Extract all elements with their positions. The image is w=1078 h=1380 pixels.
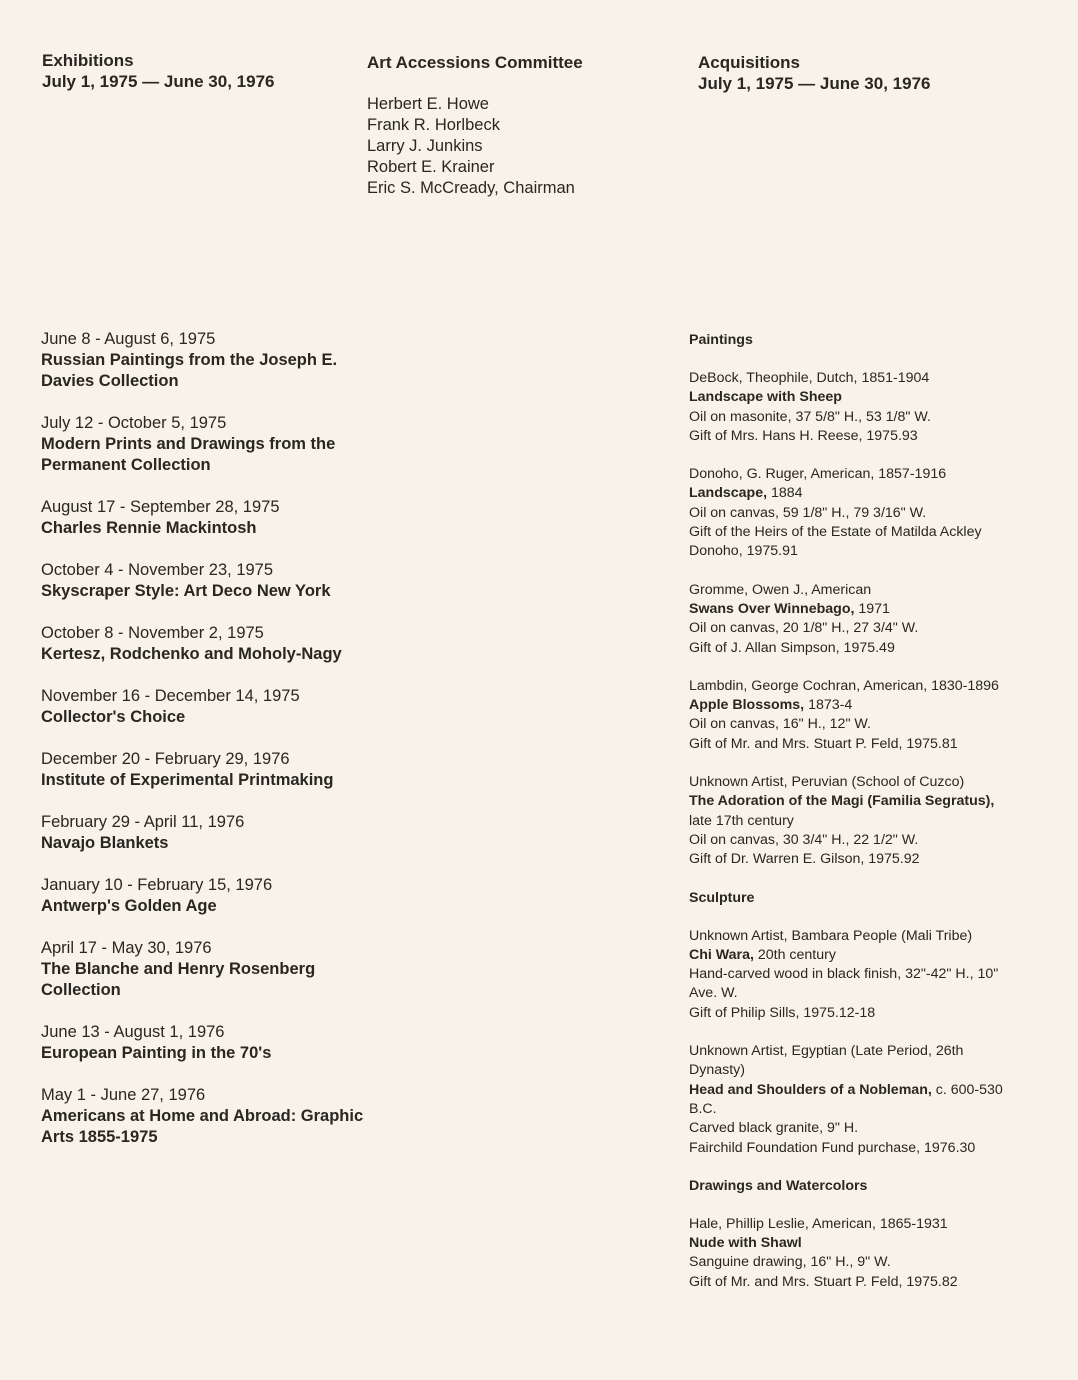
acquisition-credit: Gift of Dr. Warren E. Gilson, 1975.92 xyxy=(689,851,920,868)
acquisition-title-line xyxy=(689,696,1019,715)
acquisition-item xyxy=(689,677,1019,754)
exhibitions-header xyxy=(42,50,342,92)
acquisition-title-line xyxy=(689,388,1019,407)
committee-members xyxy=(367,94,667,199)
exhibition-item xyxy=(41,875,371,917)
exhibition-item xyxy=(41,623,371,665)
exhibition-title: Antwerp's Golden Age xyxy=(41,897,217,915)
acquisition-medium: Oil on canvas, 30 3/4" H., 22 1/2" W. xyxy=(689,831,919,848)
acquisition-credit: Gift of Mr. and Mrs. Stuart P. Feld, 1975.81 xyxy=(689,735,958,752)
acquisition-medium: Oil on masonite, 37 5/8" H., 53 1/8" W. xyxy=(689,408,931,425)
exhibition-date: June 13 - August 1, 1976 xyxy=(41,1023,225,1041)
acquisition-medium: Sanguine drawing, 16" H., 9" W. xyxy=(689,1254,891,1271)
exhibition-title: Americans at Home and Abroad: Graphic Arts 1855-1975 xyxy=(41,1107,364,1146)
acquisition-item xyxy=(689,1042,1019,1158)
exhibition-item xyxy=(41,938,371,1001)
acquisition-title: Apple Blossoms, xyxy=(689,697,805,714)
acquisition-title-line xyxy=(689,1234,1019,1253)
acquisition-artist: Unknown Artist, Egyptian (Late Period, 26th Dynasty) xyxy=(689,1043,964,1079)
acquisition-item xyxy=(689,465,1019,561)
exhibition-title: Skyscraper Style: Art Deco New York xyxy=(41,582,331,600)
acquisition-artist: Gromme, Owen J., American xyxy=(689,581,872,598)
exhibition-item xyxy=(41,812,371,854)
committee-block xyxy=(367,52,667,199)
exhibition-item xyxy=(41,329,371,392)
acquisition-title: Chi Wara, xyxy=(689,946,754,963)
exhibition-item xyxy=(41,497,371,539)
acquisition-artist: Hale, Phillip Leslie, American, 1865-1931 xyxy=(689,1215,948,1232)
acquisition-title: Swans Over Winnebago, xyxy=(689,600,855,617)
acquisition-medium: Carved black granite, 9" H. xyxy=(689,1120,859,1137)
acquisition-item xyxy=(689,773,1019,869)
exhibition-date: January 10 - February 15, 1976 xyxy=(41,876,273,894)
committee-member: Herbert E. Howe xyxy=(367,95,489,113)
exhibition-item xyxy=(41,413,371,476)
acquisitions-dates: July 1, 1975 — June 30, 1976 xyxy=(698,74,931,93)
acquisition-title-line xyxy=(689,946,1019,965)
exhibition-date: October 8 - November 2, 1975 xyxy=(41,624,264,642)
exhibition-title: European Painting in the 70's xyxy=(41,1044,272,1062)
acquisition-item xyxy=(689,581,1019,658)
acquisition-credit: Gift of the Heirs of the Estate of Matilda Ackley Donoho, 1975.91 xyxy=(689,524,982,560)
acquisition-item xyxy=(689,369,1019,446)
acquisition-title: Landscape with Sheep xyxy=(689,389,842,406)
acquisition-artist: DeBock, Theophile, Dutch, 1851-1904 xyxy=(689,370,930,386)
acquisitions-list xyxy=(689,331,1019,1311)
acquisition-artist: Donoho, G. Ruger, American, 1857-1916 xyxy=(689,466,947,483)
section-title: Drawings and Watercolors xyxy=(689,1177,868,1194)
acquisition-title: Nude with Shawl xyxy=(689,1235,802,1252)
acquisition-title-line xyxy=(689,1081,1019,1120)
acquisition-artist: Unknown Artist, Bambara People (Mali Tribe) xyxy=(689,927,973,944)
acquisition-title-line xyxy=(689,792,1019,831)
exhibition-date: July 12 - October 5, 1975 xyxy=(41,414,227,432)
acquisition-date: 1971 xyxy=(858,600,890,617)
acquisition-item xyxy=(689,1215,1019,1292)
acquisition-title: The Adoration of the Magi (Familia Segratus), xyxy=(689,793,995,810)
exhibition-title: Institute of Experimental Printmaking xyxy=(41,771,334,789)
exhibition-date: April 17 - May 30, 1976 xyxy=(41,939,212,957)
acquisition-medium: Hand-carved wood in black finish, 32"-42" H., 10" Ave. W. xyxy=(689,966,999,1002)
acquisition-date: late 17th century xyxy=(689,812,794,829)
acquisitions-header xyxy=(698,52,1038,94)
exhibition-title: Kertesz, Rodchenko and Moholy-Nagy xyxy=(41,645,342,663)
acquisitions-section-sculpture xyxy=(689,889,1019,1158)
acquisition-title-line xyxy=(689,600,1019,619)
exhibition-title: Modern Prints and Drawings from the Permanent Collection xyxy=(41,435,336,474)
acquisitions-section-drawings xyxy=(689,1177,1019,1292)
exhibition-date: October 4 - November 23, 1975 xyxy=(41,561,274,579)
exhibitions-dates: July 1, 1975 — June 30, 1976 xyxy=(42,72,275,91)
acquisition-medium: Oil on canvas, 20 1/8" H., 27 3/4" W. xyxy=(689,620,919,637)
section-title: Paintings xyxy=(689,332,753,348)
section-title: Sculpture xyxy=(689,889,755,906)
acquisition-title: Head and Shoulders of a Nobleman, xyxy=(689,1081,932,1098)
committee-title: Art Accessions Committee xyxy=(367,53,583,72)
acquisition-date: 1873-4 xyxy=(808,697,853,714)
acquisition-date: 20th century xyxy=(757,946,836,963)
exhibition-item xyxy=(41,1022,371,1064)
acquisition-credit: Gift of Mrs. Hans H. Reese, 1975.93 xyxy=(689,427,918,444)
exhibition-title: Collector's Choice xyxy=(41,708,186,726)
acquisition-artist: Unknown Artist, Peruvian (School of Cuzco) xyxy=(689,774,965,791)
exhibition-item xyxy=(41,1085,371,1148)
acquisitions-section-paintings xyxy=(689,331,1019,870)
exhibition-date: November 16 - December 14, 1975 xyxy=(41,687,300,705)
committee-member: Robert E. Krainer xyxy=(367,158,495,176)
exhibition-date: December 20 - February 29, 1976 xyxy=(41,750,290,768)
exhibition-title: The Blanche and Henry Rosenberg Collection xyxy=(41,960,316,999)
acquisition-title: Landscape, xyxy=(689,485,768,502)
exhibition-item xyxy=(41,686,371,728)
acquisition-medium: Oil on canvas, 59 1/8" H., 79 3/16" W. xyxy=(689,504,927,521)
exhibitions-title: Exhibitions xyxy=(42,51,134,70)
committee-member: Frank R. Horlbeck xyxy=(367,116,500,134)
acquisition-credit: Gift of Philip Sills, 1975.12-18 xyxy=(689,1004,876,1021)
exhibition-item xyxy=(41,749,371,791)
exhibition-date: February 29 - April 11, 1976 xyxy=(41,813,245,831)
acquisition-credit: Gift of J. Allan Simpson, 1975.49 xyxy=(689,639,895,656)
exhibition-date: August 17 - September 28, 1975 xyxy=(41,498,280,516)
committee-member: Eric S. McCready, Chairman xyxy=(367,179,575,197)
acquisition-medium: Oil on canvas, 16" H., 12" W. xyxy=(689,716,871,733)
exhibition-date: May 1 - June 27, 1976 xyxy=(41,1086,206,1104)
acquisition-date: 1884 xyxy=(771,485,803,502)
exhibition-title: Charles Rennie Mackintosh xyxy=(41,519,257,537)
exhibition-date: June 8 - August 6, 1975 xyxy=(41,330,216,348)
acquisitions-title: Acquisitions xyxy=(698,53,801,72)
acquisition-credit: Gift of Mr. and Mrs. Stuart P. Feld, 1975.82 xyxy=(689,1273,958,1290)
exhibition-title: Russian Paintings from the Joseph E. Davies Collection xyxy=(41,351,338,390)
acquisition-date: c. 600-530 B.C. xyxy=(689,1081,1003,1117)
acquisition-item xyxy=(689,927,1019,1023)
exhibition-title: Navajo Blankets xyxy=(41,834,169,852)
acquisition-title-line xyxy=(689,484,1019,503)
committee-member: Larry J. Junkins xyxy=(367,137,483,155)
exhibitions-list xyxy=(41,329,371,1169)
acquisition-credit: Fairchild Foundation Fund purchase, 1976.30 xyxy=(689,1139,976,1156)
exhibition-item xyxy=(41,560,371,602)
acquisition-artist: Lambdin, George Cochran, American, 1830-1896 xyxy=(689,677,999,694)
